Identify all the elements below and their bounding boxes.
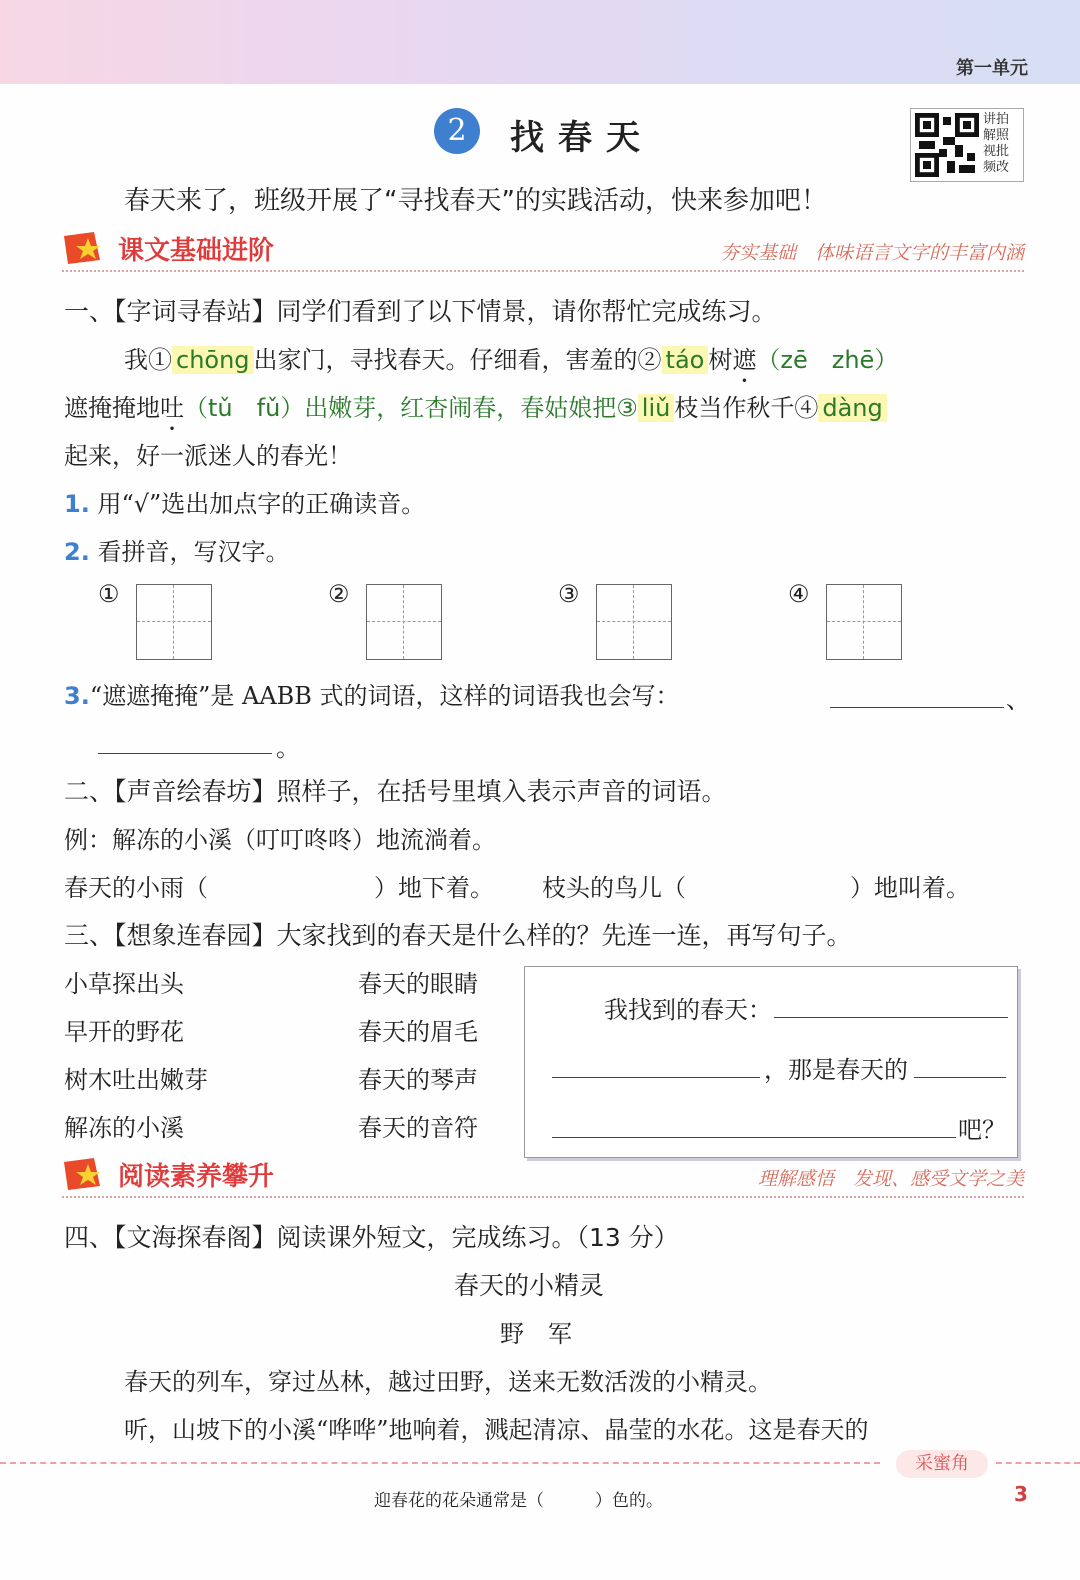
passage-text: 枝当作秋千④ (674, 394, 819, 422)
section-header-basics (62, 230, 1024, 272)
star-flag-icon (64, 1158, 106, 1190)
footer-question: 迎春花的花朵通常是（ ）色的。 (374, 1491, 663, 1511)
dotted-char: 遮 (732, 346, 757, 374)
q1-sub3 (64, 676, 680, 711)
section-header-reading (62, 1156, 1024, 1198)
pinyin-blank-4: dàng (818, 394, 886, 422)
match-right-item[interactable]: 春天的眼睛 (358, 970, 478, 998)
pinyin-blank-1: chōng (172, 346, 254, 374)
answer-line[interactable] (98, 752, 272, 754)
passage-text: 我① (124, 346, 172, 374)
passage-text: 出家门，寻找春天。仔细看，害羞的② (253, 346, 662, 374)
dotted-char: 吐 (160, 394, 184, 422)
q1-sub1 (64, 484, 425, 519)
q4-heading: 四、【文海探春阁】阅读课外短文，完成练习。（13 分） (64, 1223, 679, 1252)
lesson-title: 找春天 (510, 118, 654, 158)
sub-text: “遮遮掩掩”是 AABB 式的词语，这样的词语我也会写： (89, 682, 680, 710)
q3-heading: 三、【想象连春园】大家找到的春天是什么样的？先连一连，再写句子。 (64, 921, 852, 950)
section-title: 阅读素养攀升 (118, 1162, 275, 1192)
page-number: 3 (1014, 1482, 1028, 1506)
q2-item-b-post: ）地叫着。 (850, 874, 970, 902)
qr-code-icon (915, 113, 979, 177)
q2-heading: 二、【声音绘春坊】照样子，在括号里填入表示声音的词语。 (64, 777, 727, 806)
qr-caption: 讲拍解照视批频改 (983, 112, 1010, 175)
match-left-item[interactable]: 早开的野花 (64, 1018, 184, 1046)
box-line1-label: 我找到的春天： (604, 996, 772, 1024)
match-right-item[interactable]: 春天的眉毛 (358, 1018, 478, 1046)
box-label-3: ③ (558, 580, 580, 608)
article-paragraph-1: 春天的列车，穿过丛林，越过田野，送来无数活泼的小精灵。 (124, 1368, 772, 1396)
qr-code-panel[interactable] (910, 108, 1024, 182)
top-banner (0, 0, 1080, 84)
match-left-item[interactable]: 解冻的小溪 (64, 1114, 184, 1142)
article-author: 野 军 (500, 1320, 572, 1348)
match-left-item[interactable]: 树木吐出嫩芽 (64, 1066, 208, 1094)
q2-item-b-pre: 枝头的鸟儿（ (542, 874, 686, 902)
pinyin-choice-1[interactable]: （zē zhē） (756, 346, 899, 374)
sub-number: 2. (64, 538, 90, 566)
article-title: 春天的小精灵 (454, 1271, 605, 1300)
q2-item-a-pre: 春天的小雨（ (64, 874, 208, 902)
tianzige-box-2[interactable] (366, 584, 442, 660)
q1-passage-line1 (124, 340, 898, 388)
tianzige-box-3[interactable] (596, 584, 672, 660)
q1-heading: 一、【字词寻春站】同学们看到了以下情景，请你帮忙完成练习。 (64, 297, 777, 326)
box-label-4: ④ (788, 580, 810, 608)
footer-divider (0, 1462, 880, 1464)
q1-passage-line2 (64, 388, 887, 436)
passage-text: 遮掩掩地 (64, 394, 160, 422)
match-left-item[interactable]: 小草探出头 (64, 970, 184, 998)
pinyin-blank-3: liǔ (638, 394, 675, 422)
box-line2-label: ，那是春天的 (764, 1056, 908, 1084)
answer-line[interactable] (774, 1016, 1008, 1018)
tianzige-box-1[interactable] (136, 584, 212, 660)
answer-line[interactable] (552, 1136, 956, 1138)
article-paragraph-2: 听，山坡下的小溪“哗哗”地响着，溅起清凉、晶莹的水花。这是春天的 (124, 1416, 869, 1444)
sub-number: 1. (64, 490, 90, 518)
footer-tag: 采蜜角 (896, 1450, 988, 1478)
q1-sub2 (64, 532, 289, 567)
star-flag-icon (64, 232, 106, 264)
sub-text: 用“√”选出加点字的正确读音。 (97, 490, 426, 518)
passage-text: 树 (708, 346, 733, 374)
sub-text: 看拼音，写汉字。 (97, 538, 290, 566)
match-right-item[interactable]: 春天的琴声 (358, 1066, 478, 1094)
section-subtitle: 夯实基础 体味语言文字的丰富内涵 (719, 242, 1024, 264)
q2-example: 例：解冻的小溪（叮叮咚咚）地流淌着。 (64, 826, 496, 854)
q1-passage-line3: 起来，好一派迷人的春光！ (64, 442, 352, 470)
answer-line[interactable] (830, 706, 1004, 708)
section-title: 课文基础进阶 (118, 236, 275, 266)
end-mark: 。 (276, 734, 300, 762)
footer-divider (996, 1462, 1080, 1464)
intro-text: 春天来了，班级开展了“寻找春天”的实践活动，快来参加吧！ (124, 186, 827, 216)
tianzige-box-4[interactable] (826, 584, 902, 660)
pinyin-blank-2: táo (662, 346, 709, 374)
box-line3-label: 吧？ (958, 1116, 1006, 1144)
q2-item-a-post: ）地下着。 (374, 874, 494, 902)
box-label-1: ① (98, 580, 120, 608)
match-right-item[interactable]: 春天的音符 (358, 1114, 478, 1142)
box-label-2: ② (328, 580, 350, 608)
lesson-number-badge: 2 (434, 108, 480, 154)
unit-label: 第一单元 (956, 58, 1028, 79)
section-subtitle: 理解感悟 发现、感受文学之美 (757, 1168, 1024, 1190)
answer-line[interactable] (914, 1076, 1006, 1078)
sub-number: 3. (64, 682, 90, 710)
separator: 、 (1006, 686, 1030, 714)
pinyin-choice-2[interactable]: （tǔ fǔ）出嫩芽，红杏闹春，春姑娘把③ (184, 394, 638, 422)
answer-line[interactable] (552, 1076, 760, 1078)
